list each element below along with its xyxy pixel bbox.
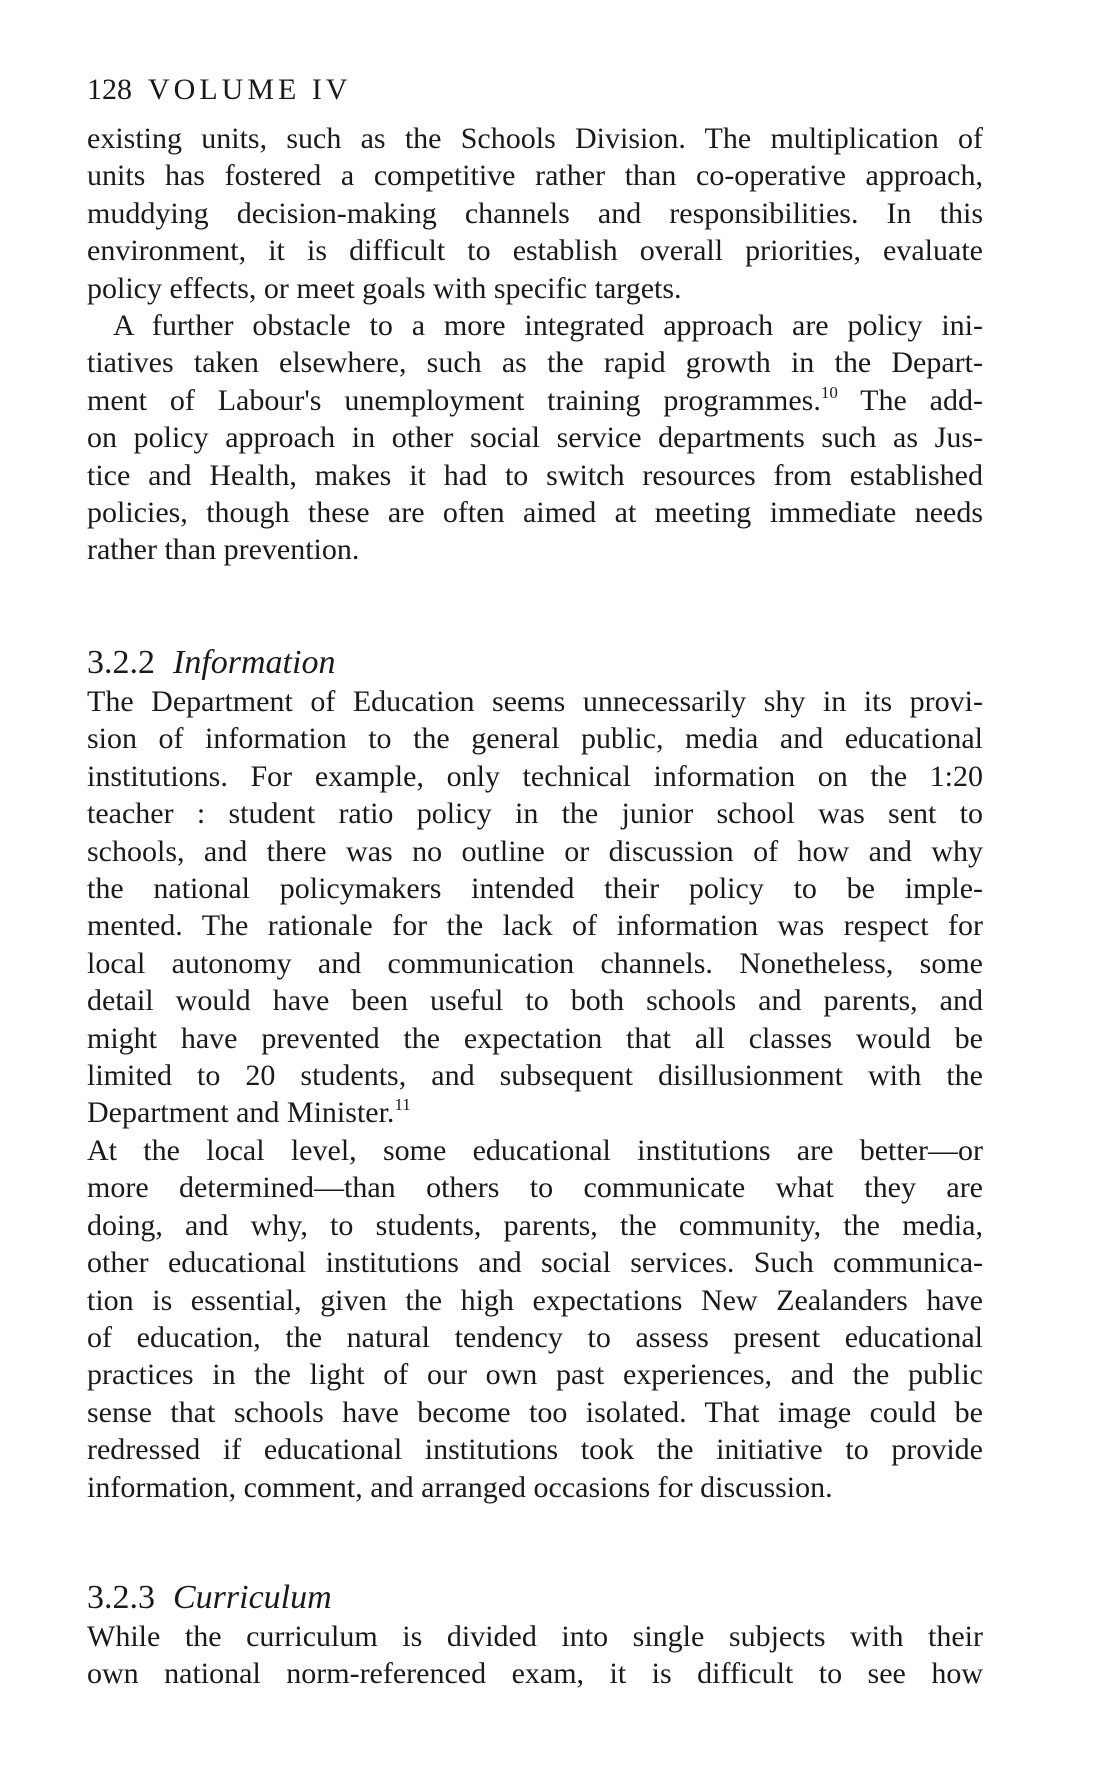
text-line: sion of information to the general public, media and educational — [87, 722, 983, 756]
text-line: more determined—than others to communicate what they are — [87, 1171, 983, 1205]
page-number: 128 — [87, 73, 132, 106]
text-line: The Department of Education seems unnecessarily shy in its provi- — [87, 685, 983, 718]
paragraph-further-obstacle — [87, 307, 983, 569]
text-line: doing, and why, to students, parents, the community, the media, — [87, 1208, 983, 1242]
text-line: environment, it is difficult to establish overall priorities, evaluate — [87, 234, 983, 268]
section-heading-information — [87, 643, 335, 683]
text-line: rather than prevention. — [87, 533, 360, 567]
paragraph-local-level — [87, 1132, 983, 1506]
text-line: units has fostered a competitive rather than co-operative approach, — [87, 159, 983, 193]
footnote-marker: 10 — [820, 382, 838, 402]
text-line: tiatives taken elsewhere, such as the rapid growth in the Depart- — [87, 346, 983, 380]
text-line: the national policymakers intended their policy to be imple- — [87, 871, 983, 905]
volume-label: VOLUME IV — [148, 73, 352, 106]
footnote-marker: 11 — [394, 1095, 411, 1115]
text-segment: The add- — [837, 383, 983, 417]
text-line: muddying decision-making channels and responsibilities. In this — [87, 196, 983, 230]
text-line: policy effects, or meet goals with specific targets. — [87, 271, 682, 305]
text-line: institutions. For example, only technical information on the 1:20 — [87, 759, 983, 793]
text-line: own national norm-referenced exam, it is difficult to see how — [87, 1657, 983, 1691]
text-line: tice and Health, makes it had to switch resources from established — [87, 458, 983, 492]
section-number: 3.2.2 — [87, 644, 155, 681]
text-segment: ment of Labour's unemployment training programmes. — [87, 383, 821, 417]
text-line: on policy approach in other social service departments such as Jus- — [87, 421, 983, 455]
text-line: mented. The rationale for the lack of information was respect for — [87, 909, 983, 943]
section-title: Curriculum — [173, 1579, 332, 1616]
text-line: sense that schools have become too isolated. That image could be — [87, 1395, 983, 1429]
text-line: practices in the light of our own past experiences, and the public — [87, 1358, 983, 1392]
section-heading-curriculum — [87, 1578, 332, 1618]
text-line — [87, 1094, 983, 1131]
paragraph-continued — [87, 120, 983, 307]
text-line: of education, the natural tendency to assess present educational — [87, 1320, 983, 1354]
text-line: information, comment, and arranged occasions for discussion. — [87, 1470, 833, 1504]
text-line: redressed if educational institutions took the initiative to provide — [87, 1433, 983, 1467]
text-line: might have prevented the expectation that all classes would be — [87, 1021, 983, 1055]
text-line: teacher : student ratio policy in the junior school was sent to — [87, 797, 983, 831]
text-line: schools, and there was no outline or discussion of how and why — [87, 834, 983, 868]
running-head — [87, 72, 351, 108]
section-title: Information — [173, 644, 336, 681]
section-number: 3.2.3 — [87, 1579, 155, 1616]
text-line: local autonomy and communication channels. Nonetheless, some — [87, 946, 983, 980]
text-line: A further obstacle to a more integrated approach are policy ini- — [113, 309, 983, 342]
text-segment: Department and Minister. — [87, 1096, 395, 1130]
paragraph-information — [87, 683, 983, 1132]
text-line: detail would have been useful to both schools and parents, and — [87, 984, 983, 1018]
text-line: other educational institutions and social services. Such communica- — [87, 1246, 983, 1280]
text-line: existing units, such as the Schools Division. The multiplication of — [87, 122, 983, 155]
text-line: limited to 20 students, and subsequent disillusionment with the — [87, 1058, 983, 1092]
text-line — [87, 382, 983, 419]
text-line: While the curriculum is divided into single subjects with their — [87, 1620, 983, 1653]
paragraph-curriculum — [87, 1618, 983, 1693]
text-line: policies, though these are often aimed at meeting immediate needs — [87, 495, 983, 529]
text-line: tion is essential, given the high expectations New Zealanders have — [87, 1283, 983, 1317]
text-line: At the local level, some educational institutions are better—or — [87, 1134, 983, 1167]
